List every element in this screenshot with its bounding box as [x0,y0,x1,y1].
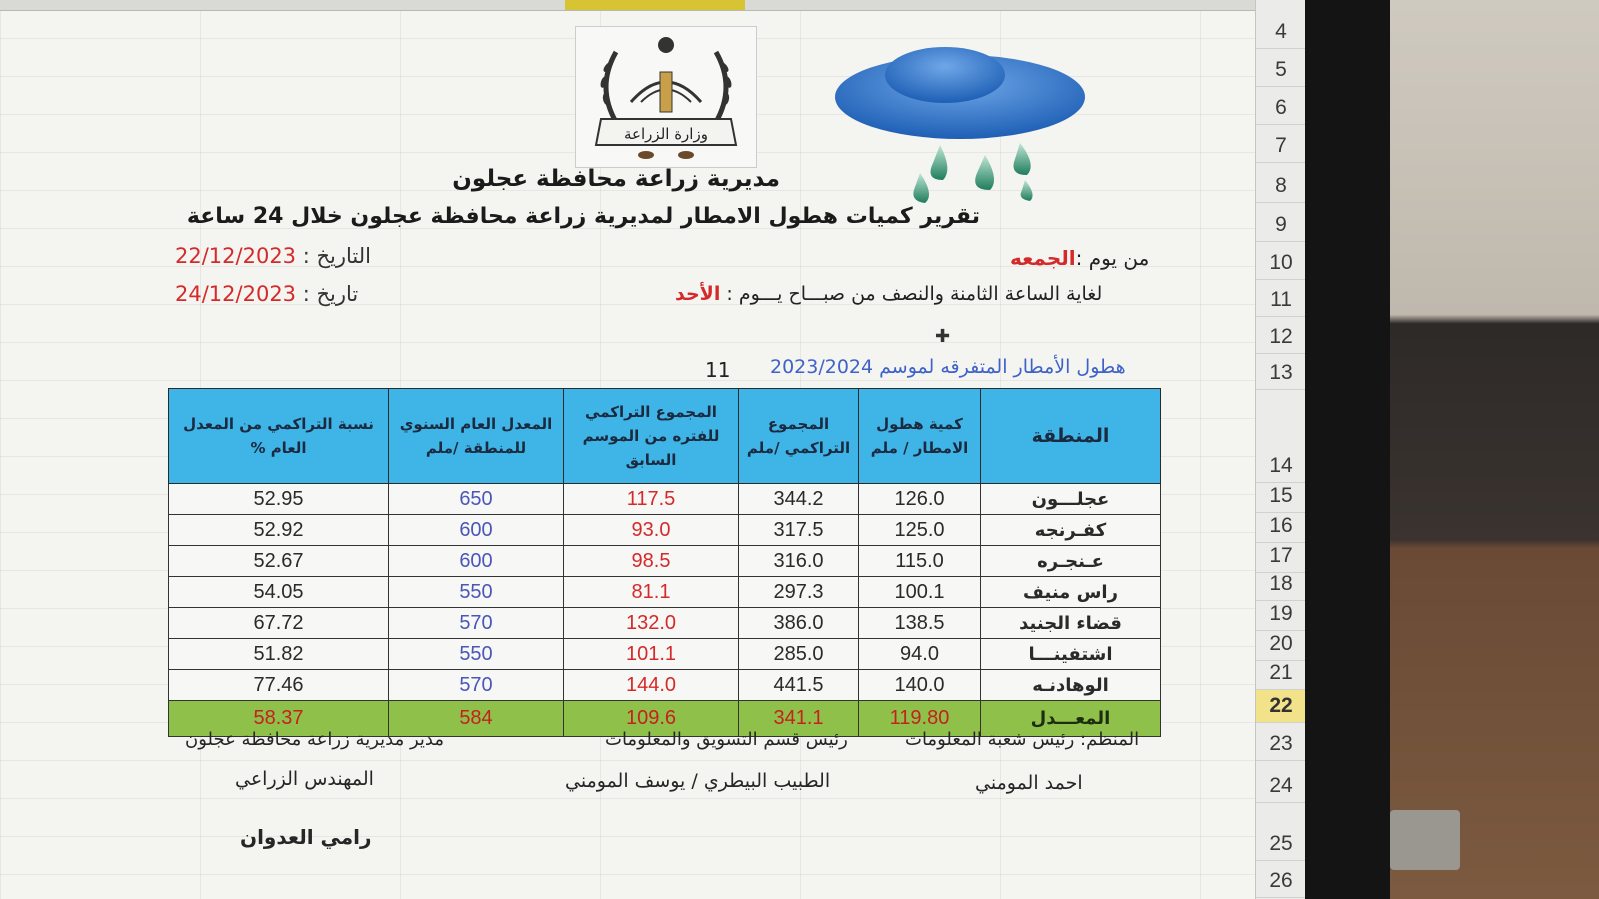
header-rain[interactable]: كمية هطول الامطار / ملم [859,389,981,484]
from-day-value: الجمعه [1010,246,1076,270]
table-header-row [169,389,1161,484]
organizer-title[interactable]: المنظم: رئيس شعبة المعلومات [905,729,1140,750]
row-number[interactable]: 10 [1256,247,1306,280]
region-cell[interactable]: عجلـــون [981,484,1161,515]
season-label[interactable]: هطول الأمطار المتفرقه لموسم 2023/2024 [770,356,1126,378]
ratio-cell[interactable]: 52.95 [169,484,389,515]
rain-cell[interactable]: 100.1 [859,577,981,608]
annual-avg-cell[interactable]: 600 [389,546,564,577]
ratio-cell[interactable]: 51.82 [169,639,389,670]
row-number[interactable]: 26 [1256,865,1306,898]
rain-cell[interactable]: 115.0 [859,546,981,577]
row-headers[interactable] [1255,0,1306,899]
header-prev-season[interactable]: المجموع التراكمي للفتره من الموسم السابق [564,389,739,484]
prev-season-cell[interactable]: 132.0 [564,608,739,639]
ratio-cell[interactable]: 67.72 [169,608,389,639]
prev-season-cell[interactable]: 98.5 [564,546,739,577]
header-ratio[interactable]: نسبة التراكمي من المعدل العام % [169,389,389,484]
row-number[interactable]: 11 [1256,284,1306,317]
rain-cell[interactable]: 140.0 [859,670,981,701]
background-room [1390,0,1599,899]
cumulative-cell[interactable]: 297.3 [739,577,859,608]
start-date-value: 22/12/2023 [175,244,297,268]
row-number[interactable]: 12 [1256,321,1306,354]
table-row [169,515,1161,546]
table-row [169,484,1161,515]
cumulative-cell[interactable]: 386.0 [739,608,859,639]
region-cell[interactable]: راس منيف [981,577,1161,608]
marketing-head-name[interactable]: الطبيب البيطري / يوسف المومني [565,770,831,792]
row-number[interactable]: 23 [1256,728,1306,761]
report-title[interactable]: تقرير كميات هطول الامطار لمديرية زراعة محافظة عجلون خلال 24 ساعة [186,204,980,229]
prev-season-cell[interactable]: 101.1 [564,639,739,670]
table-row [169,608,1161,639]
cumulative-cell[interactable]: 285.0 [739,639,859,670]
rainfall-table [168,388,1161,737]
header-cumulative[interactable]: المجموع التراكمي /ملم [739,389,859,484]
row-number[interactable]: 24 [1256,770,1306,803]
ratio-cell[interactable]: 77.46 [169,670,389,701]
average-ratio-cell[interactable]: 58.37 [169,701,389,737]
header-region[interactable]: المنطقة [981,389,1161,484]
from-day-cell[interactable] [1010,246,1149,270]
start-date-cell[interactable] [175,244,371,268]
marketing-head-title[interactable]: رئيس قسم التسويق والمعلومات [605,729,848,750]
row-number[interactable]: 9 [1256,209,1306,242]
annual-avg-cell[interactable]: 600 [389,515,564,546]
cumulative-cell[interactable]: 344.2 [739,484,859,515]
until-day-value: الأحد [675,283,721,305]
end-date-label: تاريخ : [302,282,359,306]
average-annual-cell[interactable]: 584 [389,701,564,737]
table-row [169,546,1161,577]
row-number[interactable]: 4 [1256,16,1306,49]
average-rain-cell[interactable]: 119.80 [859,701,981,737]
row-number[interactable]: 13 [1256,357,1306,390]
selected-column-header[interactable] [565,0,745,10]
season-count[interactable]: 11 [705,358,731,382]
row-number[interactable]: 16 [1256,510,1306,543]
region-cell[interactable]: اشتفينـــا [981,639,1161,670]
director-role[interactable]: المهندس الزراعي [235,768,374,790]
region-cell[interactable]: عـنجـره [981,546,1161,577]
header-annual-avg[interactable]: المعدل العام السنوي للمنطقة /ملم [389,389,564,484]
background-object [1390,810,1460,870]
annual-avg-cell[interactable]: 570 [389,670,564,701]
until-cell[interactable] [675,283,1102,305]
row-number[interactable]: 25 [1256,828,1306,861]
row-number[interactable]: 7 [1256,130,1306,163]
annual-avg-cell[interactable]: 650 [389,484,564,515]
until-label: لغاية الساعة الثامنة والنصف من صبـــاح يـــوم : [726,283,1103,305]
row-number[interactable]: 14 [1256,450,1306,483]
cumulative-cell[interactable]: 441.5 [739,670,859,701]
average-cumulative-cell[interactable]: 341.1 [739,701,859,737]
end-date-cell[interactable] [175,282,358,306]
end-date-value: 24/12/2023 [175,282,297,306]
table-row [169,670,1161,701]
rain-cell[interactable]: 126.0 [859,484,981,515]
directorate-title[interactable]: مديرية زراعة محافظة عجلون [452,166,780,192]
table-row [169,577,1161,608]
rain-cell[interactable]: 94.0 [859,639,981,670]
director-title[interactable]: مدير مديرية زراعة محافظة عجلون [185,729,444,750]
region-cell[interactable]: الوهادنـه [981,670,1161,701]
from-day-label: من يوم : [1075,246,1150,270]
row-number[interactable]: 6 [1256,92,1306,125]
region-cell[interactable]: قضاء الجنيد [981,608,1161,639]
cumulative-cell[interactable]: 316.0 [739,546,859,577]
ratio-cell[interactable]: 52.67 [169,546,389,577]
annual-avg-cell[interactable]: 570 [389,608,564,639]
prev-season-cell[interactable]: 81.1 [564,577,739,608]
row-number[interactable]: 22 [1256,690,1306,723]
row-number[interactable]: 20 [1256,628,1306,661]
rain-cloud-icon [825,45,1095,205]
row-number[interactable]: 15 [1256,480,1306,513]
annual-avg-cell[interactable]: 550 [389,639,564,670]
annual-avg-cell[interactable]: 550 [389,577,564,608]
row-number[interactable]: 21 [1256,657,1306,690]
rain-cell[interactable]: 138.5 [859,608,981,639]
ministry-logo [575,26,757,168]
organizer-name[interactable]: احمد المومني [975,772,1083,794]
monitor-bezel [1305,0,1390,899]
prev-season-cell[interactable]: 144.0 [564,670,739,701]
start-date-label: التاريخ : [302,244,371,268]
ratio-cell[interactable]: 52.92 [169,515,389,546]
row-number[interactable]: 8 [1256,170,1306,203]
prev-season-cell[interactable]: 93.0 [564,515,739,546]
logo-text: وزارة الزراعة [624,125,708,143]
row-number[interactable]: 19 [1256,598,1306,631]
average-prev-season-cell[interactable]: 109.6 [564,701,739,737]
row-number[interactable]: 18 [1256,568,1306,601]
row-number[interactable]: 5 [1256,54,1306,87]
average-label-cell[interactable]: المعـــدل [981,701,1161,737]
cumulative-cell[interactable]: 317.5 [739,515,859,546]
row-number[interactable]: 17 [1256,540,1306,573]
cell-cursor-icon: ✚ [935,326,951,347]
table-row [169,639,1161,670]
prev-season-cell[interactable]: 117.5 [564,484,739,515]
region-cell[interactable]: كفـرنجه [981,515,1161,546]
rain-cell[interactable]: 125.0 [859,515,981,546]
ratio-cell[interactable]: 54.05 [169,577,389,608]
director-name[interactable]: رامي العدوان [240,825,372,849]
